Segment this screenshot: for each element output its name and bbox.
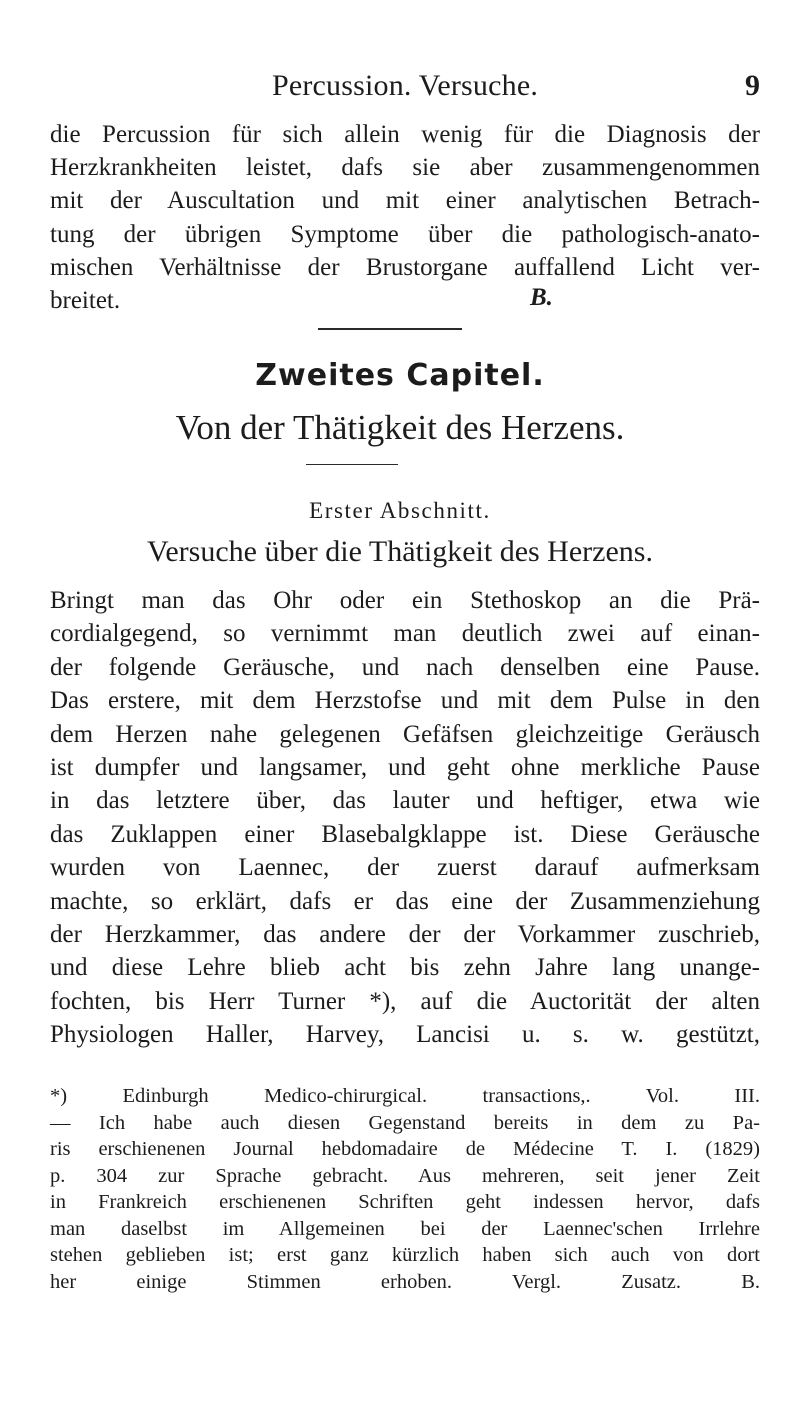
footnote-line: man daselbst im Allgemeinen bei der Laennec'schen Irrlehre (50, 1217, 760, 1240)
section-title: Versuche über die Thätigkeit des Herzens. (147, 535, 653, 568)
running-head-title: Percussion. Versuche. (271, 69, 539, 102)
chapter-label: Zweites Capitel. (255, 358, 545, 393)
body-paragraph (50, 584, 760, 1052)
text-line: breitet. (50, 287, 121, 315)
text-line: das Zuklappen einer Blasebalgklappe ist. Diese Geräusche (50, 820, 760, 848)
footnote-line: in Frankreich erschienenen Schriften geht indessen hervor, dafs (50, 1191, 760, 1213)
text-line: cordialgegend, so vernimmt man deutlich zwei auf einan- (50, 620, 760, 648)
section-divider (318, 328, 462, 330)
text-line: der Herzkammer, das andere der der Vorkammer zuschrieb, (50, 921, 760, 949)
page-number: 9 (745, 69, 760, 102)
text-line: und diese Lehre blieb acht bis zehn Jahre lang unange- (50, 954, 760, 982)
text-line: mischen Verhältnisse der Brustorgane auffallend Licht ver- (50, 253, 760, 281)
author-signature: B. (530, 284, 553, 311)
text-line: Das erstere, mit dem Herzstofse und mit dem Pulse in den (50, 687, 760, 715)
footnote-line: — Ich habe auch diesen Gegenstand bereits in dem zu Pa- (50, 1111, 760, 1134)
text-line: ist dumpfer und langsamer, und geht ohne merkliche Pause (50, 754, 760, 782)
text-line: Bringt man das Ohr oder ein Stethoskop an die Prä- (50, 587, 760, 614)
text-line: die Percussion für sich allein wenig für die Diagnosis der (50, 121, 760, 148)
section-label: Erster Abschnitt. (309, 498, 491, 523)
footnote-line: p. 304 zur Sprache gebracht. Aus mehreren, seit jener Zeit (50, 1164, 760, 1187)
footnote (50, 1083, 760, 1295)
running-head (50, 66, 760, 106)
text-line: tung der übrigen Symptome über die pathologisch-anato- (50, 220, 760, 248)
footnote-line: her einige Stimmen erhoben. Vergl. Zusatz. B. (50, 1270, 760, 1293)
text-line: Herzkrankheiten leistet, dafs sie aber zusammengenommen (50, 154, 760, 182)
paragraph-continued (50, 118, 760, 317)
footnote-line: ris erschienenen Journal hebdomadaire de Médecine T. I. (1829) (50, 1138, 760, 1160)
chapter-title: Von der Thätigkeit des Herzens. (175, 408, 625, 447)
text-line: machte, so erklärt, dafs er das eine der Zusammenziehung (50, 887, 760, 915)
text-line: fochten, bis Herr Turner *), auf die Auctorität der alten (50, 987, 760, 1015)
footnote-line: *) Edinburgh Medico-chirurgical. transactions,. Vol. III. (50, 1085, 760, 1107)
text-line: der folgende Geräusche, und nach denselben eine Pause. (50, 653, 760, 681)
text-line: dem Herzen nahe gelegenen Gefäfsen gleichzeitige Geräusch (50, 720, 760, 748)
text-line: Physiologen Haller, Harvey, Lancisi u. s. w. gestützt, (50, 1021, 760, 1049)
text-line: wurden von Laennec, der zuerst darauf aufmerksam (50, 854, 760, 882)
text-line: in das letztere über, das lauter und heftiger, etwa wie (50, 787, 760, 815)
footnote-line: stehen geblieben ist; erst ganz kürzlich haben sich auch von dort (50, 1244, 760, 1266)
text-line: mit der Auscultation und mit einer analytischen Betrach- (50, 187, 760, 215)
chapter-divider (306, 464, 398, 465)
